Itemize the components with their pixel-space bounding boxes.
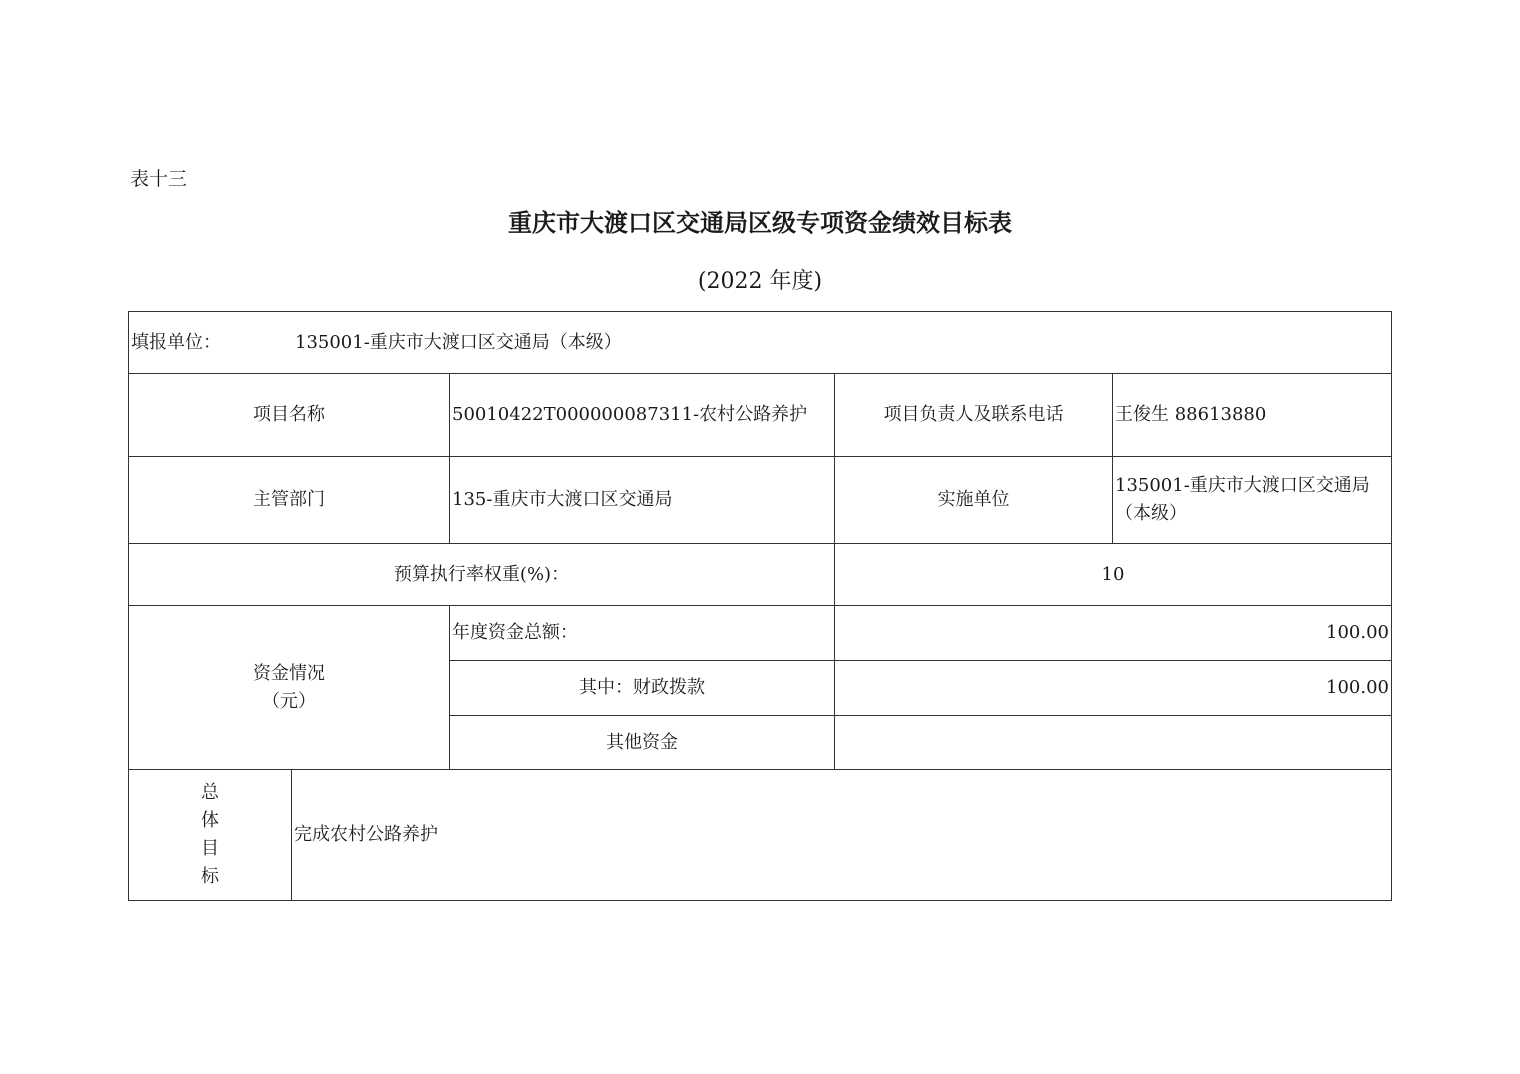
fiscal-appropriation-label: 其中：财政拨款 [450, 661, 835, 716]
goal-label-char: 体 [201, 810, 219, 831]
budget-weight-label: 预算执行率权重(%)： [129, 544, 835, 606]
performance-target-table [128, 311, 1392, 901]
filing-unit-row [129, 312, 1392, 374]
filing-unit-value: 135001-重庆市大渡口区交通局（本级） [295, 331, 622, 353]
implementer-value [1113, 457, 1392, 544]
implementer-value-line2: （本级） [1115, 503, 1187, 524]
goal-label-char: 总 [201, 782, 219, 803]
project-name-label: 项目名称 [129, 374, 450, 457]
budget-weight-value: 10 [835, 544, 1392, 606]
other-funds-value [835, 716, 1392, 770]
document-year: (2022 年度) [697, 269, 823, 294]
implementer-label: 实施单位 [835, 457, 1113, 544]
funds-label-line1: 资金情况 [253, 662, 325, 684]
overall-goal-label [129, 770, 292, 901]
table-number-label: 表十三 [130, 168, 188, 190]
funds-label [129, 606, 450, 770]
goal-label-char: 目 [201, 838, 219, 859]
overall-goal-value: 完成农村公路养护 [292, 770, 1392, 901]
project-lead-label: 项目负责人及联系电话 [835, 374, 1113, 457]
project-name-value: 50010422T000000087311-农村公路养护 [450, 374, 835, 457]
department-value: 135-重庆市大渡口区交通局 [450, 457, 835, 544]
filing-unit-label: 填报单位： [131, 331, 221, 353]
project-lead-value: 王俊生 88613880 [1113, 374, 1392, 457]
document-title: 重庆市大渡口区交通局区级专项资金绩效目标表 [508, 208, 1012, 237]
implementer-value-line1: 135001-重庆市大渡口区交通局 [1115, 475, 1370, 496]
annual-total-label: 年度资金总额： [450, 606, 835, 661]
funds-label-line2: （元） [262, 690, 316, 712]
goal-label-char: 标 [201, 866, 219, 887]
department-label: 主管部门 [129, 457, 450, 544]
fiscal-appropriation-value: 100.00 [835, 661, 1392, 716]
annual-total-value: 100.00 [835, 606, 1392, 661]
other-funds-label: 其他资金 [450, 716, 835, 770]
